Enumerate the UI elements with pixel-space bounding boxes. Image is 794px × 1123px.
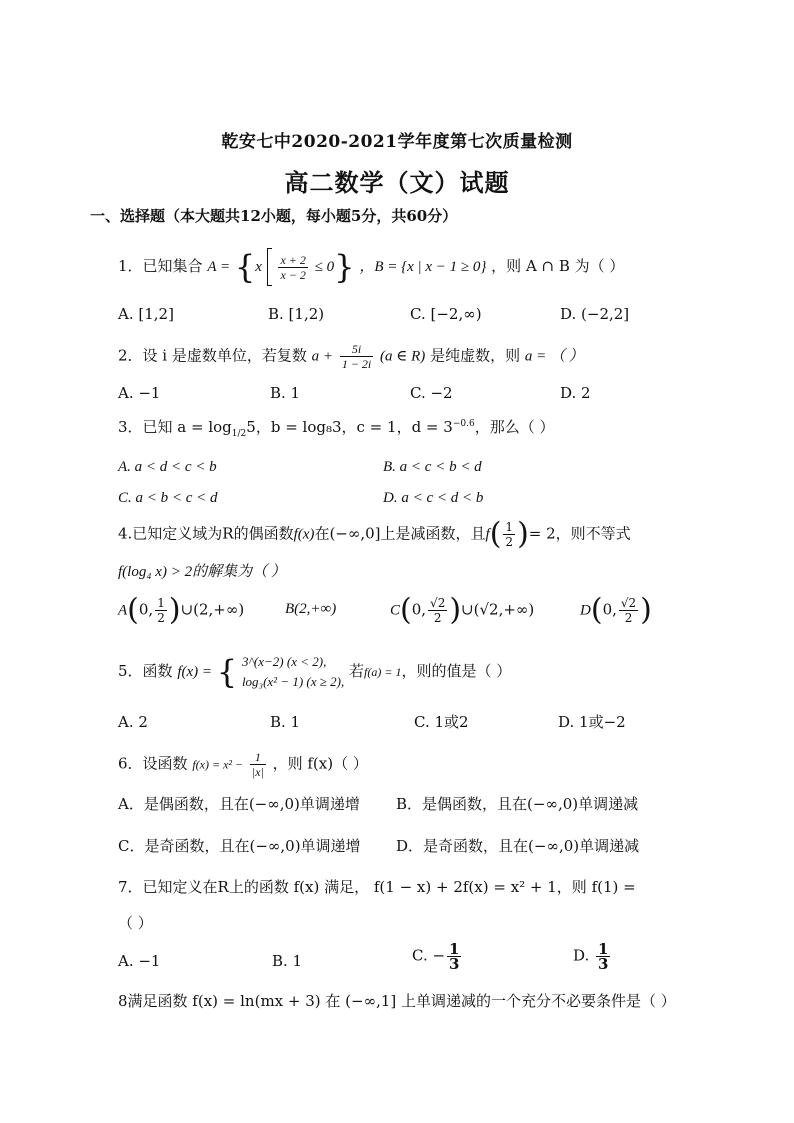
q4-option-d: D(0, $\frac{√2}{2}$ ) bbox=[580, 592, 652, 628]
question-8: 8满足函数 f(x) = ln(mx + 3) 在 (−∞,1] 上单调递减的一个充分不必要条件是（ ） bbox=[118, 992, 676, 1010]
q3-option-b: B. a < c < b < d bbox=[383, 459, 482, 475]
q1-option-d: D. (−2,2] bbox=[560, 305, 630, 323]
school-exam-line: 乾安七中2020-2021学年度第七次质量检测 bbox=[221, 132, 573, 152]
question-4-line1: 4.已知定义域为R的偶函数f(x)在(−∞,0]上是减函数，且f( $\frac{1}{2}$ )= 2，则不等式 bbox=[118, 516, 631, 552]
q1-prefix: 1．已知集合 bbox=[118, 257, 203, 275]
q1-cond: ≤ 0 bbox=[314, 259, 335, 275]
question-3: 3．已知 $a = \log_{1/2}5$，b = log₈3，c = 1，$d = 3^{-0.6}$，那么（ ） bbox=[118, 418, 555, 439]
question-2: 2．设 i 是虚数单位，若复数 a + $\frac{5i}{1 - 2i}$ (a ∈ R) 是纯虚数，则 a = （ ） bbox=[118, 342, 584, 371]
q6-option-a: A．是偶函数，且在(−∞,0)单调递增 bbox=[118, 795, 360, 813]
q2-option-a: A. −1 bbox=[118, 384, 161, 402]
question-1: 1．已知集合 A = {x $\frac{x + 2}{x - 2}$ ≤ 0} ，B = {x | x − 1 ≥ 0} ，则 A ∩ B 为（ ） bbox=[118, 248, 625, 286]
q5-option-c: C. 1或2 bbox=[414, 713, 469, 731]
q7-option-b: B. 1 bbox=[272, 952, 303, 970]
q6-option-c: C．是奇函数，且在(−∞,0)单调递增 bbox=[118, 837, 361, 855]
q2-option-c: C. −2 bbox=[410, 384, 453, 402]
q6-option-b: B．是偶函数，且在(−∞,0)单调递减 bbox=[396, 795, 639, 813]
q1-x: x bbox=[255, 259, 262, 275]
q1-fraction: $\frac{x + 2}{x - 2}$ bbox=[280, 252, 306, 282]
q1-option-a: A. [1,2] bbox=[118, 305, 174, 323]
q2-prefix: 2．设 i 是虚数单位，若复数 bbox=[118, 346, 307, 365]
q1-option-b: B. [1,2) bbox=[268, 305, 325, 323]
q3-option-c: C. a < b < c < d bbox=[118, 490, 218, 506]
q4-option-b: B(2,+∞) bbox=[285, 601, 337, 617]
question-4-line2: f(log₄ x) > 2的解集为（ ） bbox=[118, 564, 286, 580]
q4-option-c: C(0, $\frac{√2}{2}$ )∪(√2,+∞) bbox=[390, 592, 535, 628]
q2-option-d: D. 2 bbox=[560, 384, 591, 402]
question-7-line1: 7．已知定义在R上的函数 f(x) 满足， f(1 − x) + 2f(x) = x² + 1，则 f(1) = bbox=[118, 878, 636, 896]
q2-fraction: $\frac{5i}{1 - 2i}$ bbox=[341, 342, 372, 371]
q2-option-b: B. 1 bbox=[270, 384, 301, 402]
section-heading: 一、选择题（本大题共12小题，每小题5分，共60分） bbox=[90, 207, 458, 225]
exam-title: 高二数学（文）试题 bbox=[284, 168, 510, 197]
q3-option-d: D. a < c < d < b bbox=[383, 490, 484, 506]
q5-option-d: D. 1或−2 bbox=[558, 713, 626, 731]
q1-setB: ，B = {x | x − 1 ≥ 0} bbox=[359, 259, 487, 275]
question-5: 5．函数 f(x) = { 3^(x−2) (x < 2), log₃(x² − 1) (x ≥ 2), 若f(a) = 1，则的值是（ ） bbox=[118, 653, 512, 691]
q5-option-a: A. 2 bbox=[118, 713, 148, 731]
q4-option-a: A(0, $\frac{1}{2}$ )∪(2,+∞) bbox=[118, 592, 245, 628]
q7-option-d: D. $\frac{1}{3}$ bbox=[573, 940, 609, 973]
q6-option-d: D．是奇函数，且在(−∞,0)单调递减 bbox=[396, 837, 640, 855]
q1-setA: A = bbox=[207, 259, 231, 275]
question-6: 6．设函数 f(x) = x² − $\frac{1}{|x|}$ ，则 f(x)（ ） bbox=[118, 750, 368, 779]
question-7-line2: （ ） bbox=[118, 914, 153, 932]
q1-option-c: C. [−2,∞) bbox=[410, 305, 482, 323]
q3-option-a: A. a < d < c < b bbox=[118, 459, 217, 475]
q7-option-c: C. − $\frac{1}{3}$ bbox=[412, 940, 460, 973]
q5-cases: 3^(x−2) (x < 2), log₃(x² − 1) (x ≥ 2), bbox=[241, 654, 345, 689]
q7-option-a: A. −1 bbox=[118, 952, 161, 970]
q1-tail: ，则 A ∩ B 为（ ） bbox=[491, 257, 625, 275]
q5-option-b: B. 1 bbox=[270, 713, 301, 731]
